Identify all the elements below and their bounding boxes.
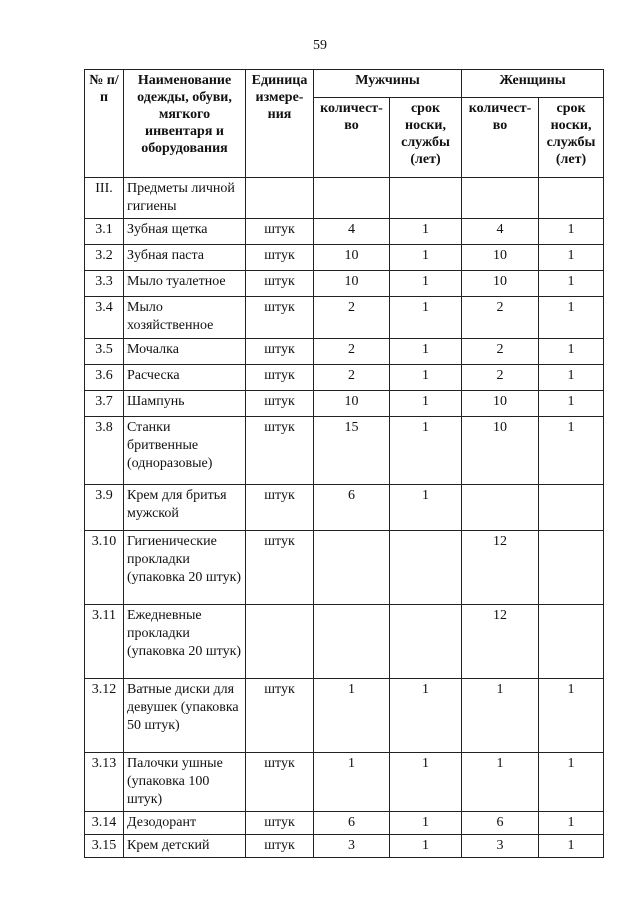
men-term: 1 <box>390 835 462 858</box>
header-women-qty: количест-во <box>462 98 539 178</box>
men-term: 1 <box>390 417 462 485</box>
men-term: 1 <box>390 297 462 339</box>
women-qty: 10 <box>462 271 539 297</box>
women-qty: 10 <box>462 245 539 271</box>
women-term: 1 <box>539 219 604 245</box>
row-unit <box>246 605 314 679</box>
women-qty: 6 <box>462 812 539 835</box>
row-unit: штук <box>246 417 314 485</box>
row-unit: штук <box>246 485 314 531</box>
row-name: Расческа <box>124 365 246 391</box>
men-term: 1 <box>390 679 462 753</box>
row-unit: штук <box>246 271 314 297</box>
women-qty: 10 <box>462 391 539 417</box>
table-row <box>85 753 604 812</box>
row-unit: штук <box>246 245 314 271</box>
table-row <box>85 679 604 753</box>
section-row <box>85 178 604 219</box>
section-name: Предметы личной гигиены <box>124 178 246 219</box>
table-header <box>85 70 604 178</box>
row-num: 3.2 <box>85 245 124 271</box>
header-name: Наименование одежды, обуви, мягкого инвентаря и оборудования <box>124 70 246 178</box>
page-number: 59 <box>313 38 327 53</box>
row-name: Мочалка <box>124 339 246 365</box>
women-qty: 12 <box>462 531 539 605</box>
women-term: 1 <box>539 835 604 858</box>
table-row <box>85 245 604 271</box>
women-qty: 12 <box>462 605 539 679</box>
row-name: Ватные диски для девушек (упаковка 50 штук) <box>124 679 246 753</box>
men-qty: 6 <box>314 485 390 531</box>
men-qty: 2 <box>314 297 390 339</box>
row-unit: штук <box>246 531 314 605</box>
row-name: Крем для бритья мужской <box>124 485 246 531</box>
men-term: 1 <box>390 391 462 417</box>
row-num: 3.8 <box>85 417 124 485</box>
row-num: 3.11 <box>85 605 124 679</box>
women-term: 1 <box>539 753 604 812</box>
table-row <box>85 531 604 605</box>
row-num: 3.10 <box>85 531 124 605</box>
men-qty: 1 <box>314 679 390 753</box>
row-name: Зубная паста <box>124 245 246 271</box>
women-term: 1 <box>539 365 604 391</box>
women-qty: 4 <box>462 219 539 245</box>
row-unit: штук <box>246 297 314 339</box>
women-term: 1 <box>539 271 604 297</box>
row-name: Дезодорант <box>124 812 246 835</box>
women-qty: 2 <box>462 339 539 365</box>
women-term: 1 <box>539 812 604 835</box>
men-qty: 4 <box>314 219 390 245</box>
row-unit: штук <box>246 835 314 858</box>
men-qty: 1 <box>314 753 390 812</box>
row-unit: штук <box>246 365 314 391</box>
women-qty: 3 <box>462 835 539 858</box>
header-women: Женщины <box>462 70 604 98</box>
header-num: № п/п <box>85 70 124 178</box>
table-row <box>85 417 604 485</box>
men-term: 1 <box>390 339 462 365</box>
header-unit: Единица измере-ния <box>246 70 314 178</box>
women-term <box>539 605 604 679</box>
table-row <box>85 835 604 858</box>
women-term: 1 <box>539 245 604 271</box>
table-row <box>85 297 604 339</box>
men-term: 1 <box>390 485 462 531</box>
women-qty: 1 <box>462 753 539 812</box>
table-row <box>85 271 604 297</box>
women-term: 1 <box>539 417 604 485</box>
row-num: 3.15 <box>85 835 124 858</box>
row-num: 3.1 <box>85 219 124 245</box>
row-num: 3.12 <box>85 679 124 753</box>
men-qty <box>314 605 390 679</box>
header-women-term: срок носки, службы (лет) <box>539 98 604 178</box>
table-row <box>85 485 604 531</box>
women-qty: 2 <box>462 365 539 391</box>
women-term: 1 <box>539 297 604 339</box>
men-term <box>390 605 462 679</box>
row-unit: штук <box>246 753 314 812</box>
women-qty: 10 <box>462 417 539 485</box>
row-name: Гигиенические прокладки (упаковка 20 штук) <box>124 531 246 605</box>
women-term: 1 <box>539 679 604 753</box>
row-name: Мыло хозяйственное <box>124 297 246 339</box>
row-num: 3.13 <box>85 753 124 812</box>
row-unit: штук <box>246 812 314 835</box>
row-name: Станки бритвенные (одноразовые) <box>124 417 246 485</box>
men-term: 1 <box>390 812 462 835</box>
men-qty: 15 <box>314 417 390 485</box>
row-name: Шампунь <box>124 391 246 417</box>
row-num: 3.7 <box>85 391 124 417</box>
row-name: Зубная щетка <box>124 219 246 245</box>
table-row <box>85 219 604 245</box>
table-row <box>85 812 604 835</box>
row-unit: штук <box>246 219 314 245</box>
table-body <box>85 178 604 858</box>
table-row <box>85 391 604 417</box>
men-qty: 10 <box>314 245 390 271</box>
row-name: Палочки ушные (упаковка 100 штук) <box>124 753 246 812</box>
women-qty: 2 <box>462 297 539 339</box>
row-num: 3.3 <box>85 271 124 297</box>
men-qty: 6 <box>314 812 390 835</box>
row-num: 3.5 <box>85 339 124 365</box>
supplies-norms-table <box>84 69 604 858</box>
men-qty: 2 <box>314 365 390 391</box>
men-qty: 2 <box>314 339 390 365</box>
women-qty <box>462 485 539 531</box>
women-qty: 1 <box>462 679 539 753</box>
row-unit: штук <box>246 679 314 753</box>
section-num: III. <box>85 178 124 219</box>
women-term <box>539 531 604 605</box>
men-term: 1 <box>390 219 462 245</box>
men-term: 1 <box>390 245 462 271</box>
men-qty <box>314 531 390 605</box>
men-term <box>390 531 462 605</box>
men-term: 1 <box>390 365 462 391</box>
row-name: Крем детский <box>124 835 246 858</box>
table-row <box>85 605 604 679</box>
men-term: 1 <box>390 753 462 812</box>
women-term <box>539 485 604 531</box>
row-num: 3.14 <box>85 812 124 835</box>
row-num: 3.6 <box>85 365 124 391</box>
table-row <box>85 365 604 391</box>
women-term: 1 <box>539 339 604 365</box>
header-men-qty: количест-во <box>314 98 390 178</box>
row-num: 3.9 <box>85 485 124 531</box>
men-qty: 10 <box>314 391 390 417</box>
row-name: Мыло туалетное <box>124 271 246 297</box>
men-term: 1 <box>390 271 462 297</box>
men-qty: 3 <box>314 835 390 858</box>
row-unit: штук <box>246 391 314 417</box>
row-num: 3.4 <box>85 297 124 339</box>
row-name: Ежедневные прокладки (упаковка 20 штук) <box>124 605 246 679</box>
table-row <box>85 339 604 365</box>
row-unit: штук <box>246 339 314 365</box>
header-men: Мужчины <box>314 70 462 98</box>
header-men-term: срок носки, службы (лет) <box>390 98 462 178</box>
women-term: 1 <box>539 391 604 417</box>
men-qty: 10 <box>314 271 390 297</box>
